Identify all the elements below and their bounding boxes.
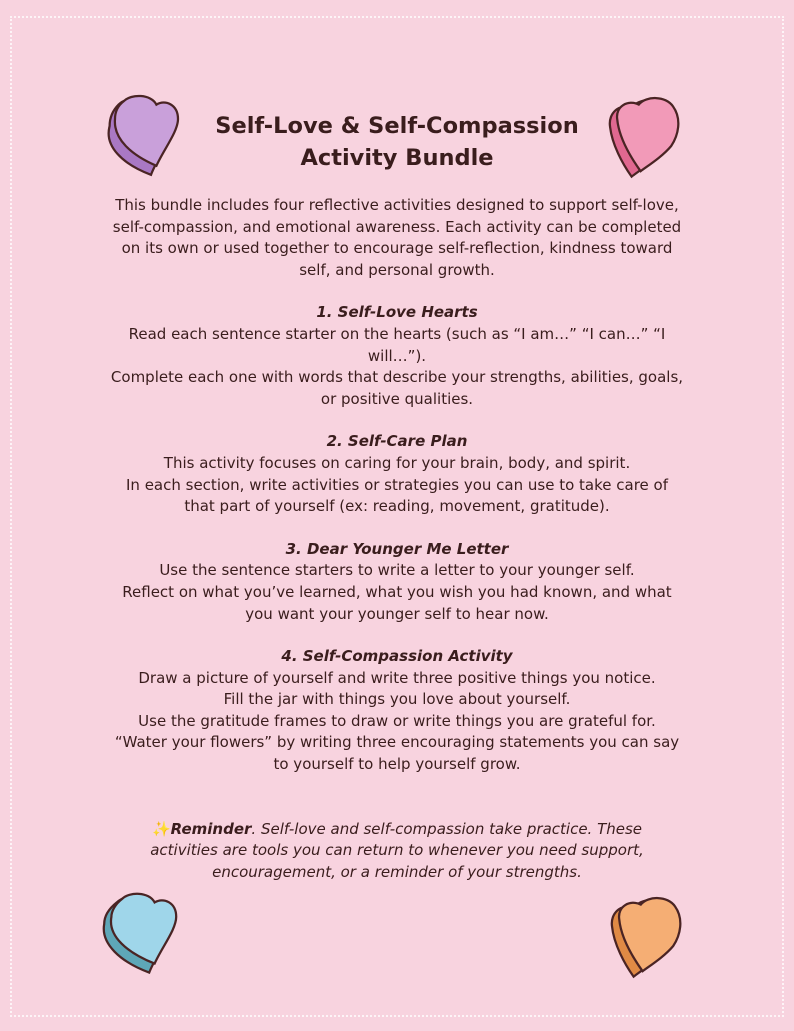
section-self-compassion-activity: [110, 646, 684, 776]
section-heading: 4. Self-Compassion Activity: [281, 647, 513, 666]
reminder-note: [110, 819, 684, 884]
section-line: This activity focuses on caring for your brain, body, and spirit.: [163, 453, 631, 472]
title-line-1: Self-Love & Self-Compassion: [215, 113, 579, 139]
section-heading: 1. Self-Love Hearts: [316, 303, 478, 322]
section-line: Read each sentence starter on the hearts (such as “I am…” “I can…” “I will…”).: [128, 324, 666, 365]
section-line: Fill the jar with things you love about yourself.: [223, 690, 571, 709]
section-dear-younger-me: [110, 539, 684, 625]
section-line: Use the gratitude frames to draw or write things you are grateful for.: [138, 711, 656, 730]
section-heading: 2. Self-Care Plan: [326, 432, 468, 451]
reminder-label: Reminder: [170, 819, 252, 838]
purple-candy-heart-icon: [96, 92, 188, 182]
orange-candy-heart-icon: [602, 892, 694, 982]
section-line: In each section, write activities or strategies you can use to take care of that part of yourself (ex: reading, movement, gratitude).: [126, 475, 668, 516]
intro-paragraph: This bundle includes four reflective activities designed to support self-love, self-compassion, and emotional awareness. Each activity can be completed on its own or used together to encourage self-reflection, kindness toward self, and personal growth.: [112, 196, 682, 279]
section-line: Draw a picture of yourself and write three positive things you notice.: [138, 668, 656, 687]
blue-candy-heart-icon: [96, 888, 188, 978]
section-line: “Water your flowers” by writing three encouraging statements you can say to yourself to help yourself grow.: [114, 733, 680, 774]
section-self-care-plan: [110, 431, 684, 517]
section-line: Reflect on what you’ve learned, what you wish you had known, and what you want your younger self to hear now.: [122, 582, 672, 623]
sparkle-icon: ✨: [151, 819, 171, 838]
page-title: [180, 110, 614, 174]
title-line-2: Activity Bundle: [300, 145, 494, 171]
section-heading: 3. Dear Younger Me Letter: [285, 539, 509, 558]
section-line: Use the sentence starters to write a letter to your younger self.: [159, 561, 635, 580]
section-line: Complete each one with words that describe your strengths, abilities, goals, or positive qualities.: [110, 368, 684, 408]
document-body: [110, 195, 684, 883]
reminder-text: . Self-love and self-compassion take practice. These activities are tools you can return to whenever you need support, encouragement, or a reminder of your strengths.: [150, 819, 644, 881]
section-self-love-hearts: [110, 302, 684, 410]
